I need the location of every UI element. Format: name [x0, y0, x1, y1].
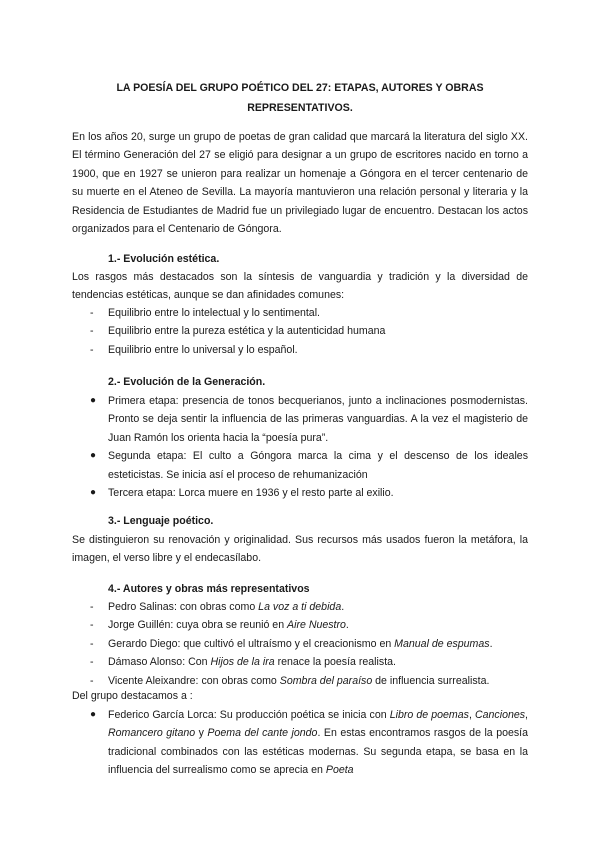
section-4-heading: 4.- Autores y obras más representativos [108, 583, 310, 595]
list-item: - Jorge Guillén: cuya obra se reunió en Aire Nuestro. [72, 616, 528, 634]
list-item: - Equilibrio entre lo universal y lo español. [72, 341, 528, 359]
section-2-heading: 2.- Evolución de la Generación. [108, 376, 266, 388]
list-item: - Equilibrio entre la pureza estética y la autenticidad humana [72, 322, 528, 340]
bullet-icon: ● [90, 395, 97, 406]
list-item: ● Primera etapa: presencia de tonos becquerianos, junto a inclinaciones posmodernistas. Pronto se deja sentir la influencia de las primeras vanguardias. A la vez el magisterio de Juan Ramón los orienta hacia la “poesía pura”. [72, 392, 528, 447]
bullet-icon: ● [90, 450, 97, 462]
list-item: - Dámaso Alonso: Con Hijos de la ira renace la poesía realista. [72, 653, 528, 671]
section-1-text: Los rasgos más destacados son la síntesis de vanguardia y tradición y la diversidad de tendencias estéticas, aunque se dan afinidades comunes: [72, 271, 528, 302]
intro-paragraph: En los años 20, surge un grupo de poetas de gran calidad que marcará la literatura del siglo XX. El término Generación del 27 se eligió para designar a un grupo de escritores nacido en torno a 1900, que en 1927 se unieron para realizar un homenaje a Góngora en el tercer centenario de su muerte en el Ateneo de Sevilla. La mayoría mantuvieron una relación personal y literaria y la Residencia de Estudiantes de Madrid fue un privilegiado lugar de encuentro. Destacan los actos organizados para el Centenario de Góngora. [72, 131, 528, 236]
section-1-list [72, 304, 528, 359]
group-intro: Del grupo destacamos a : [72, 690, 193, 702]
list-item: ● Federico García Lorca: Su producción poética se inicia con Libro de poemas, Canciones, Romancero gitano y Poema del cante jondo. En estas encontramos rasgos de la poesía tradicional combinados con las estéticas modernas. Su segunda etapa, se basa en la influencia del surrealismo como se aprecia en Poeta [72, 706, 528, 780]
section-1-heading: 1.- Evolución estética. [108, 253, 220, 265]
section-3-heading: 3.- Lenguaje poético. [108, 515, 214, 527]
list-item: - Pedro Salinas: con obras como La voz a ti debida. [72, 598, 528, 616]
list-item: - Equilibrio entre lo intelectual y lo sentimental. [72, 304, 528, 322]
section-4-authors-list [72, 598, 528, 690]
section-2-list [72, 392, 528, 502]
section-3-text: Se distinguieron su renovación y originalidad. Sus recursos más usados fueron la metáfora, la imagen, el verso libre y el endecasílabo. [72, 534, 528, 565]
list-item: - Gerardo Diego: que cultivó el ultraísmo y el creacionismo en Manual de espumas. [72, 635, 528, 653]
title-line-1: LA POESÍA DEL GRUPO POÉTICO DEL 27: ETAPAS, AUTORES Y OBRAS [116, 82, 484, 94]
list-item: ● Segunda etapa: El culto a Góngora marca la cima y el descenso de los ideales esteticistas. Se inicia así el proceso de rehumanización [72, 447, 528, 484]
lorca-list [72, 706, 528, 780]
title-line-2: REPRESENTATIVOS. [247, 102, 353, 114]
bullet-icon: ● [90, 487, 97, 499]
list-item: ● Tercera etapa: Lorca muere en 1936 y el resto parte al exilio. [72, 484, 528, 502]
document-title [72, 78, 528, 118]
list-item: - Vicente Aleixandre: con obras como Sombra del paraíso de influencia surrealista. [72, 672, 528, 690]
bullet-icon: ● [90, 709, 97, 720]
